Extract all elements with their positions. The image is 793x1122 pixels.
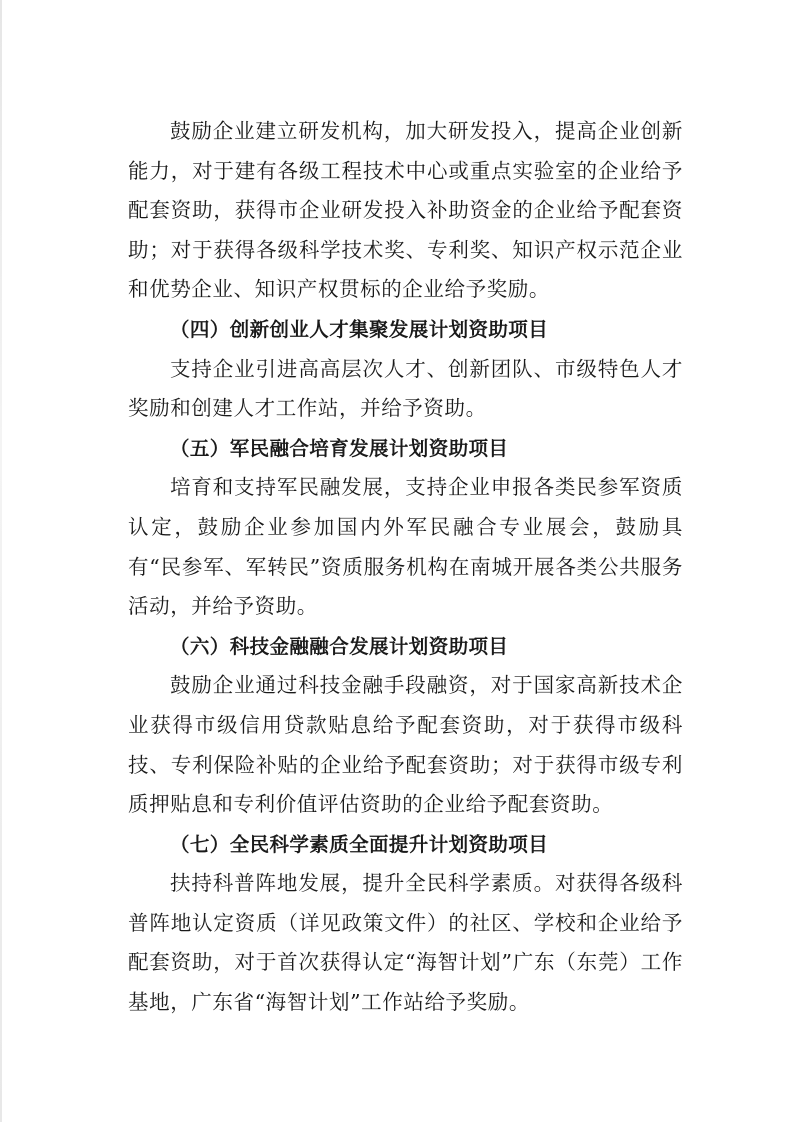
document-body: [128, 112, 683, 1023]
heading-science-literacy-program: （七）全民科学素质全面提升计划资助项目: [170, 832, 549, 856]
paragraph-tech-finance-program: 鼓励企业通过科技金融手段融资，对于国家高新技术企业获得市级信用贷款贴息给予配套资助，对于获得市级科技、专利保险补贴的企业给予配套资助；对于获得市级专利质押贴息和专利价值评估资助的企业给予配套资助。: [128, 673, 683, 817]
paragraph-military-civil-program: 培育和支持军民融发展，支持企业申报各类民参军资质认定，鼓励企业参加国内外军民融合专业展会，鼓励具有“民参军、军转民”资质服务机构在南城开展各类公共服务活动，并给予资助。: [128, 475, 683, 619]
heading-military-civil-program: （五）军民融合培育发展计划资助项目: [170, 436, 509, 460]
paragraph-science-literacy-program: 扶持科普阵地发展，提升全民科学素质。对获得各级科普阵地认定资质（详见政策文件）的社区、学校和企业给予配套资助，对于首次获得认定“海智计划”广东（东莞）工作基地，广东省“海智计划”工作站给予奖励。: [128, 871, 683, 1015]
heading-talent-program: （四）创新创业人才集聚发展计划资助项目: [170, 317, 549, 341]
heading-tech-finance-program: （六）科技金融融合发展计划资助项目: [170, 634, 509, 658]
paragraph-rd-support: 鼓励企业建立研发机构，加大研发投入，提高企业创新能力，对于建有各级工程技术中心或重点实验室的企业给予配套资助，获得市企业研发投入补助资金的企业给予配套资助；对于获得各级科学技术奖、专利奖、知识产权示范企业和优势企业、知识产权贯标的企业给予奖励。: [128, 119, 683, 302]
paragraph-talent-program: 支持企业引进高高层次人才、创新团队、市级特色人才奖励和创建人才工作站，并给予资助。: [128, 356, 683, 421]
page-edge-shadow: [0, 0, 2, 1122]
